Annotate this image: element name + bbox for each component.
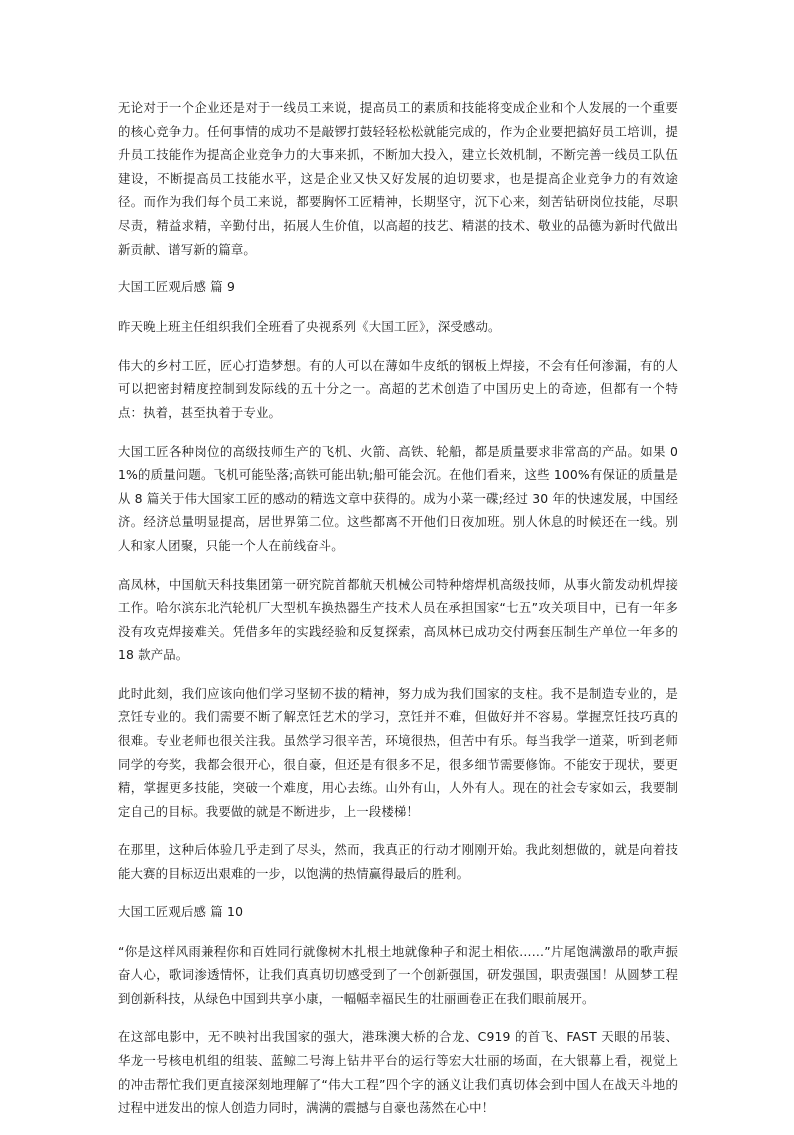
section-9-paragraph-4: 高凤林，中国航天科技集团第一研究院首都航天机械公司特种熔焊机高级技师，从事火箭发动机焊接工作。哈尔滨东北汽轮机厂大型机车换热器生产技术人员在承担国家“七五”攻关项目中，已有一年多没有攻克焊接难关。凭借多年的实践经验和反复探索，高凤林已成功交付两套压制生产单位一年多的 18 款产品。: [118, 576, 678, 663]
section-heading-10: 大国工匠观后感 篇 10: [118, 903, 244, 919]
section-heading-9: 大国工匠观后感 篇 9: [118, 279, 236, 295]
section-9-paragraph-6: 在那里，这种后体验几乎走到了尽头，然而，我真正的行动才刚刚开始。我此刻想做的，就是向着技能大赛的目标迈出艰难的一步，以饱满的热情赢得最后的胜利。: [118, 842, 678, 882]
section-10-paragraph-1: “你是这样风雨兼程你和百姓同行就像树木扎根土地就像种子和泥土相依……”片尾饱满激昂的歌声振奋人心，歌词渗透情怀，让我们真真切切感受到了一个创新强国，研发强国，职责强国！从圆梦工程到创新科技，从绿色中国到共享小康，一幅幅幸福民生的壮丽画卷正在我们眼前展开。: [118, 943, 678, 1006]
section-9-paragraph-1: 昨天晚上班主任组织我们全班看了央视系列《大国工匠》，深受感动。: [118, 319, 501, 335]
section-9-paragraph-5: 此时此刻，我们应该向他们学习坚韧不拔的精神，努力成为我们国家的支柱。我不是制造专业的，是烹饪专业的。我们需要不断了解烹饪艺术的学习，烹饪并不难，但做好并不容易。掌握烹饪技巧真的很难。专业老师也很关注我。虽然学习很辛苦，环境很热，但苦中有乐。每当我学一道菜，听到老师同学的夸奖，我都会很开心，很自豪，但还是有很多不足，很多细节需要修饰。不能安于现状，要更精，掌握更多技能，突破一个难度，用心去练。山外有山，人外有人。现在的社会专家如云，我要制定自己的目标。我要做的就是不断进步，上一段楼梯！: [118, 685, 678, 819]
document-page: [118, 96, 678, 1135]
section-10-paragraph-2: 在这部电影中，无不映衬出我国家的强大，港珠澳大桥的合龙、C919 的首飞、FAST 天眼的吊装、华龙一号核电机组的组装、蓝鲸二号海上钻井平台的运行等宏大壮丽的场面，在大银幕上看，视觉上的冲击帮忙我们更直接深刻地理解了“伟大工程”四个字的涵义让我们真切体会到中国人在战天斗地的过程中迸发出的惊人创造力同时，满满的震撼与自豪也荡然在心中！: [118, 1029, 678, 1116]
section-9-paragraph-3: 大国工匠各种岗位的高级技师生产的飞机、火箭、高铁、轮船，都是质量要求非常高的产品。如果 01%的质量问题。飞机可能坠落;高铁可能出轨;船可能会沉。在他们看来，这些 100%有保证的质量是从 8 篇关于伟大国家工匠的感动的精选文章中获得的。成为小菜一碟;经过 30 年的快速发展，中国经济。经济总量明显提高，居世界第二位。这些都离不开他们日夜加班。别人休息的时候还在一线。别人和家人团聚，只能一个人在前线奋斗。: [118, 443, 678, 553]
section-9-paragraph-2: 伟大的乡村工匠，匠心打造梦想。有的人可以在薄如牛皮纸的钢板上焊接，不会有任何渗漏，有的人可以把密封精度控制到发际线的五十分之一。高超的艺术创造了中国历史上的奇迹，但都有一个特点：执着，甚至执着于专业。: [118, 357, 678, 420]
intro-paragraph-1: 无论对于一个企业还是对于一线员工来说，提高员工的素质和技能将变成企业和个人发展的一个重要的核心竞争力。任何事情的成功不是敲锣打鼓轻轻松松就能完成的，作为企业要把搞好员工培训，提升员工技能作为提高企业竞争力的大事来抓，不断加大投入，建立长效机制，不断完善一线员工队伍建设，不断提高员工技能水平，这是企业又快又好发展的迫切要求，也是提高企业竞争力的有效途径。而作为我们每个员工来说，都要胸怀工匠精神，长期坚守，沉下心来，刻苦钻研岗位技能，尽职尽责，精益求精，辛勤付出，拓展人生价值，以高超的技艺、精湛的技术、敬业的品德为新时代做出新贡献、谱写新的篇章。: [118, 100, 678, 257]
